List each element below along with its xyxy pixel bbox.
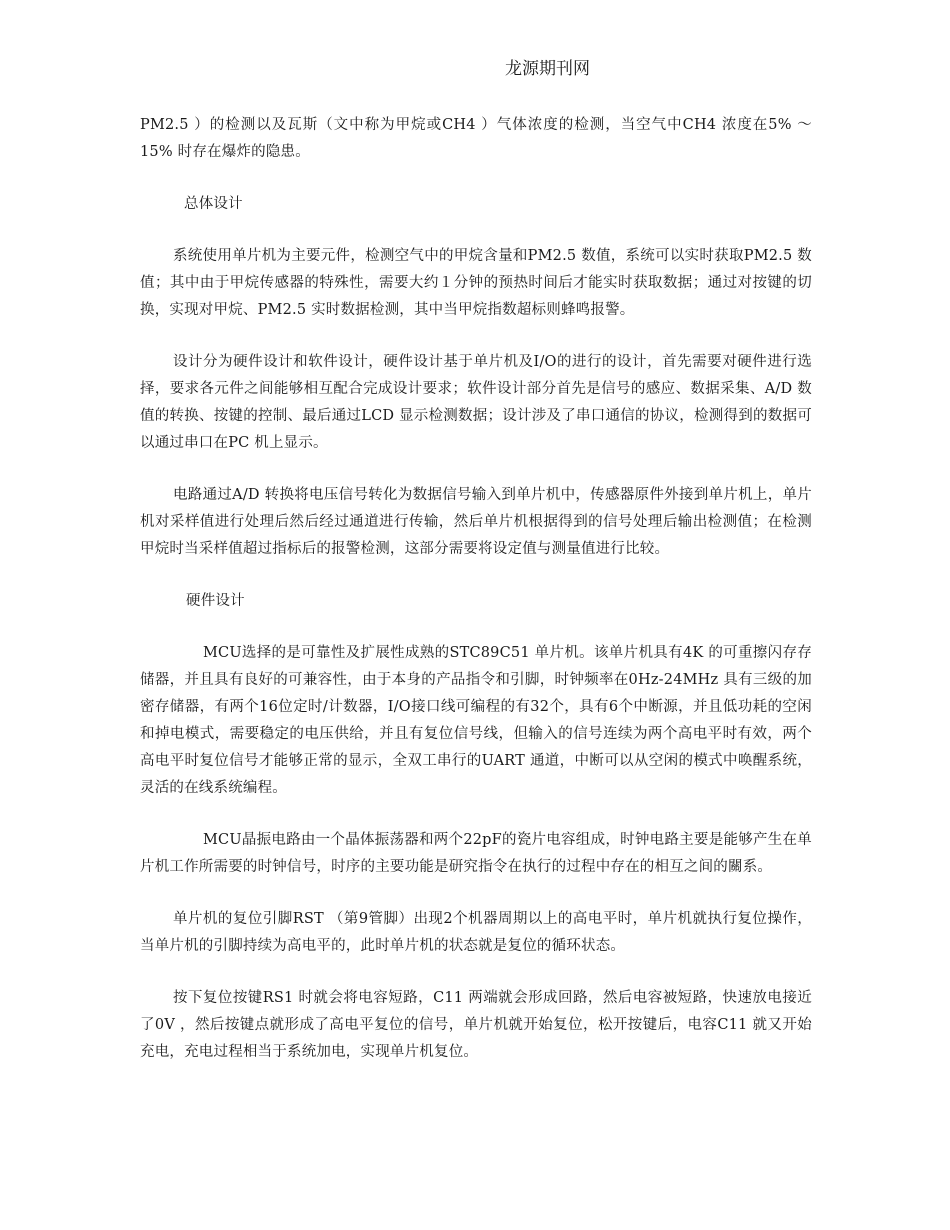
paragraph-reset-pin: 单片机的复位引脚RST （第9管脚）出现2个机器周期以上的高电平时，单片机就执行复位操作，当单片机的引脚持续为高电平的，此时单片机的状态就是复位的循环状态。 xyxy=(140,911,812,954)
site-name: 龙源期刊网 xyxy=(505,59,590,79)
paragraph-intro-continued: PM2.5 ）的检测以及瓦斯（文中称为甲烷或CH4 ）气体浓度的检测，当空气中CH4 浓度在5% ～15% 时存在爆炸的隐患。 xyxy=(140,117,812,160)
page-header xyxy=(0,54,950,79)
article-body xyxy=(140,112,812,1091)
paragraph-hw-sw-design: 设计分为硬件设计和软件设计，硬件设计基于单片机及I/O的进行的设计，首先需要对硬件进行选择，要求各元件之间能够相互配合完成设计要求；软件设计部分首先是信号的感应、数据采集、A/D 数值的转换、按键的控制、最后通过LCD 显示检测数据；设计涉及了串口通信的协议，检测得到的数据可以通过串口在PC 机上显示。 xyxy=(140,354,812,451)
paragraph-system-overview: 系统使用单片机为主要元件，检测空气中的甲烷含量和PM2.5 数值，系统可以实时获取PM2.5 数值；其中由于甲烷传感器的特殊性，需要大约１分钟的预热时间后才能实时获取数据；通过对按键的切换，实现对甲烷、PM2.5 实时数据检测，其中当甲烷指数超标则蜂鸣报警。 xyxy=(140,248,812,318)
paragraph-reset-button: 按下复位按键RS1 时就会将电容短路，C11 两端就会形成回路，然后电容被短路，快速放电接近了0V ，然后按键点就形成了高电平复位的信号，单片机就开始复位，松开按键后，电容C11 就又开始充电，充电过程相当于系统加电，实现单片机复位。 xyxy=(140,990,812,1060)
paragraph-crystal-circuit: MCU晶振电路由一个晶体振荡器和两个22pF的瓷片电容组成，时钟电路主要是能够产生在单片机工作所需要的时钟信号，时序的主要功能是研究指令在执行的过程中存在的相互之间的關系。 xyxy=(140,832,812,875)
section-heading-hardware-design: 硬件设计 xyxy=(186,593,245,609)
section-heading-overall-design: 总体设计 xyxy=(184,196,243,212)
paragraph-ad-conversion: 电路通过A/D 转换将电压信号转化为数据信号输入到单片机中，传感器原件外接到单片机上，单片机对采样值进行处理后然后经过通道进行传输，然后单片机根据得到的信号处理后输出检测值；在检测甲烷时当采样值超过指标后的报警检测，这部分需要将设定值与测量值进行比较。 xyxy=(140,487,812,557)
paragraph-mcu-selection: MCU选择的是可靠性及扩展性成熟的STC89C51 单片机。该单片机具有4K 的可重擦闪存存储器，并且具有良好的可兼容性，由于本身的产品指令和引脚，时钟频率在0Hz-24MHz 具有三级的加密存储器，有两个16位定时/计数器，I/O接口线可编程的有32个，具有6个中断源，并且低功耗的空闲和掉电模式，需要稳定的电压供给，并且有复位信号线，但输入的信号连续为两个高电平时有效，两个高电平时复位信号才能够正常的显示，全双工串行的UART 通道，中断可以从空闲的模式中唤醒系统，灵活的在线系统编程。 xyxy=(140,645,812,796)
